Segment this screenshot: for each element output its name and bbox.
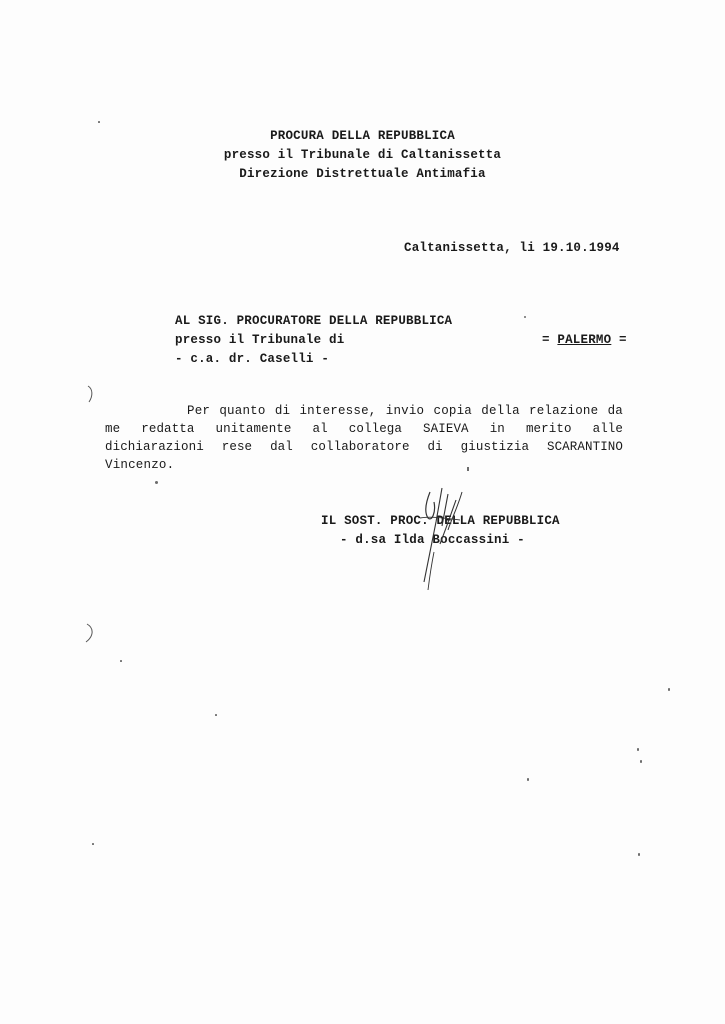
city-prefix: = xyxy=(542,333,550,347)
scan-speck xyxy=(638,853,640,856)
body-line-2: me redatta unitamente al collega SAIEVA in merito alle xyxy=(105,422,623,436)
body-line-1: Per quanto di interesse, invio copia della relazione da xyxy=(187,404,623,418)
scan-mark-icon xyxy=(82,622,98,644)
body-line-4: Vincenzo. xyxy=(105,458,175,472)
scan-speck xyxy=(527,778,529,781)
recipient-attention: - c.a. dr. Caselli - xyxy=(175,352,330,366)
scan-speck xyxy=(524,316,526,318)
scan-speck xyxy=(98,121,100,123)
recipient-city xyxy=(542,332,627,348)
scan-speck xyxy=(668,688,670,691)
scan-speck xyxy=(637,748,639,751)
signature-title: IL SOST. PROC. DELLA REPUBBLICA xyxy=(321,514,560,528)
scan-speck xyxy=(92,843,94,845)
signature-name: - d.sa Ilda Boccassini - xyxy=(340,533,525,547)
scan-speck xyxy=(467,467,469,471)
recipient-title: AL SIG. PROCURATORE DELLA REPUBBLICA xyxy=(175,314,453,328)
city-name: PALERMO xyxy=(557,333,612,347)
office-title: PROCURA DELLA REPUBBLICA xyxy=(270,129,455,143)
date-line: Caltanissetta, li 19.10.1994 xyxy=(404,241,620,255)
scan-speck xyxy=(215,714,217,716)
recipient-tribunal: presso il Tribunale di xyxy=(175,333,345,347)
scan-mark-icon xyxy=(84,384,98,404)
handwritten-signature xyxy=(400,482,490,597)
city-suffix: = xyxy=(619,333,627,347)
scan-speck xyxy=(155,481,158,484)
scan-speck xyxy=(640,760,642,763)
scan-speck xyxy=(120,660,122,662)
office-subtitle: presso il Tribunale di Caltanissetta xyxy=(223,148,502,162)
office-department: Direzione Distrettuale Antimafia xyxy=(239,167,486,181)
body-line-3: dichiarazioni rese dal collaboratore di giustizia SCARANTINO xyxy=(105,440,623,454)
